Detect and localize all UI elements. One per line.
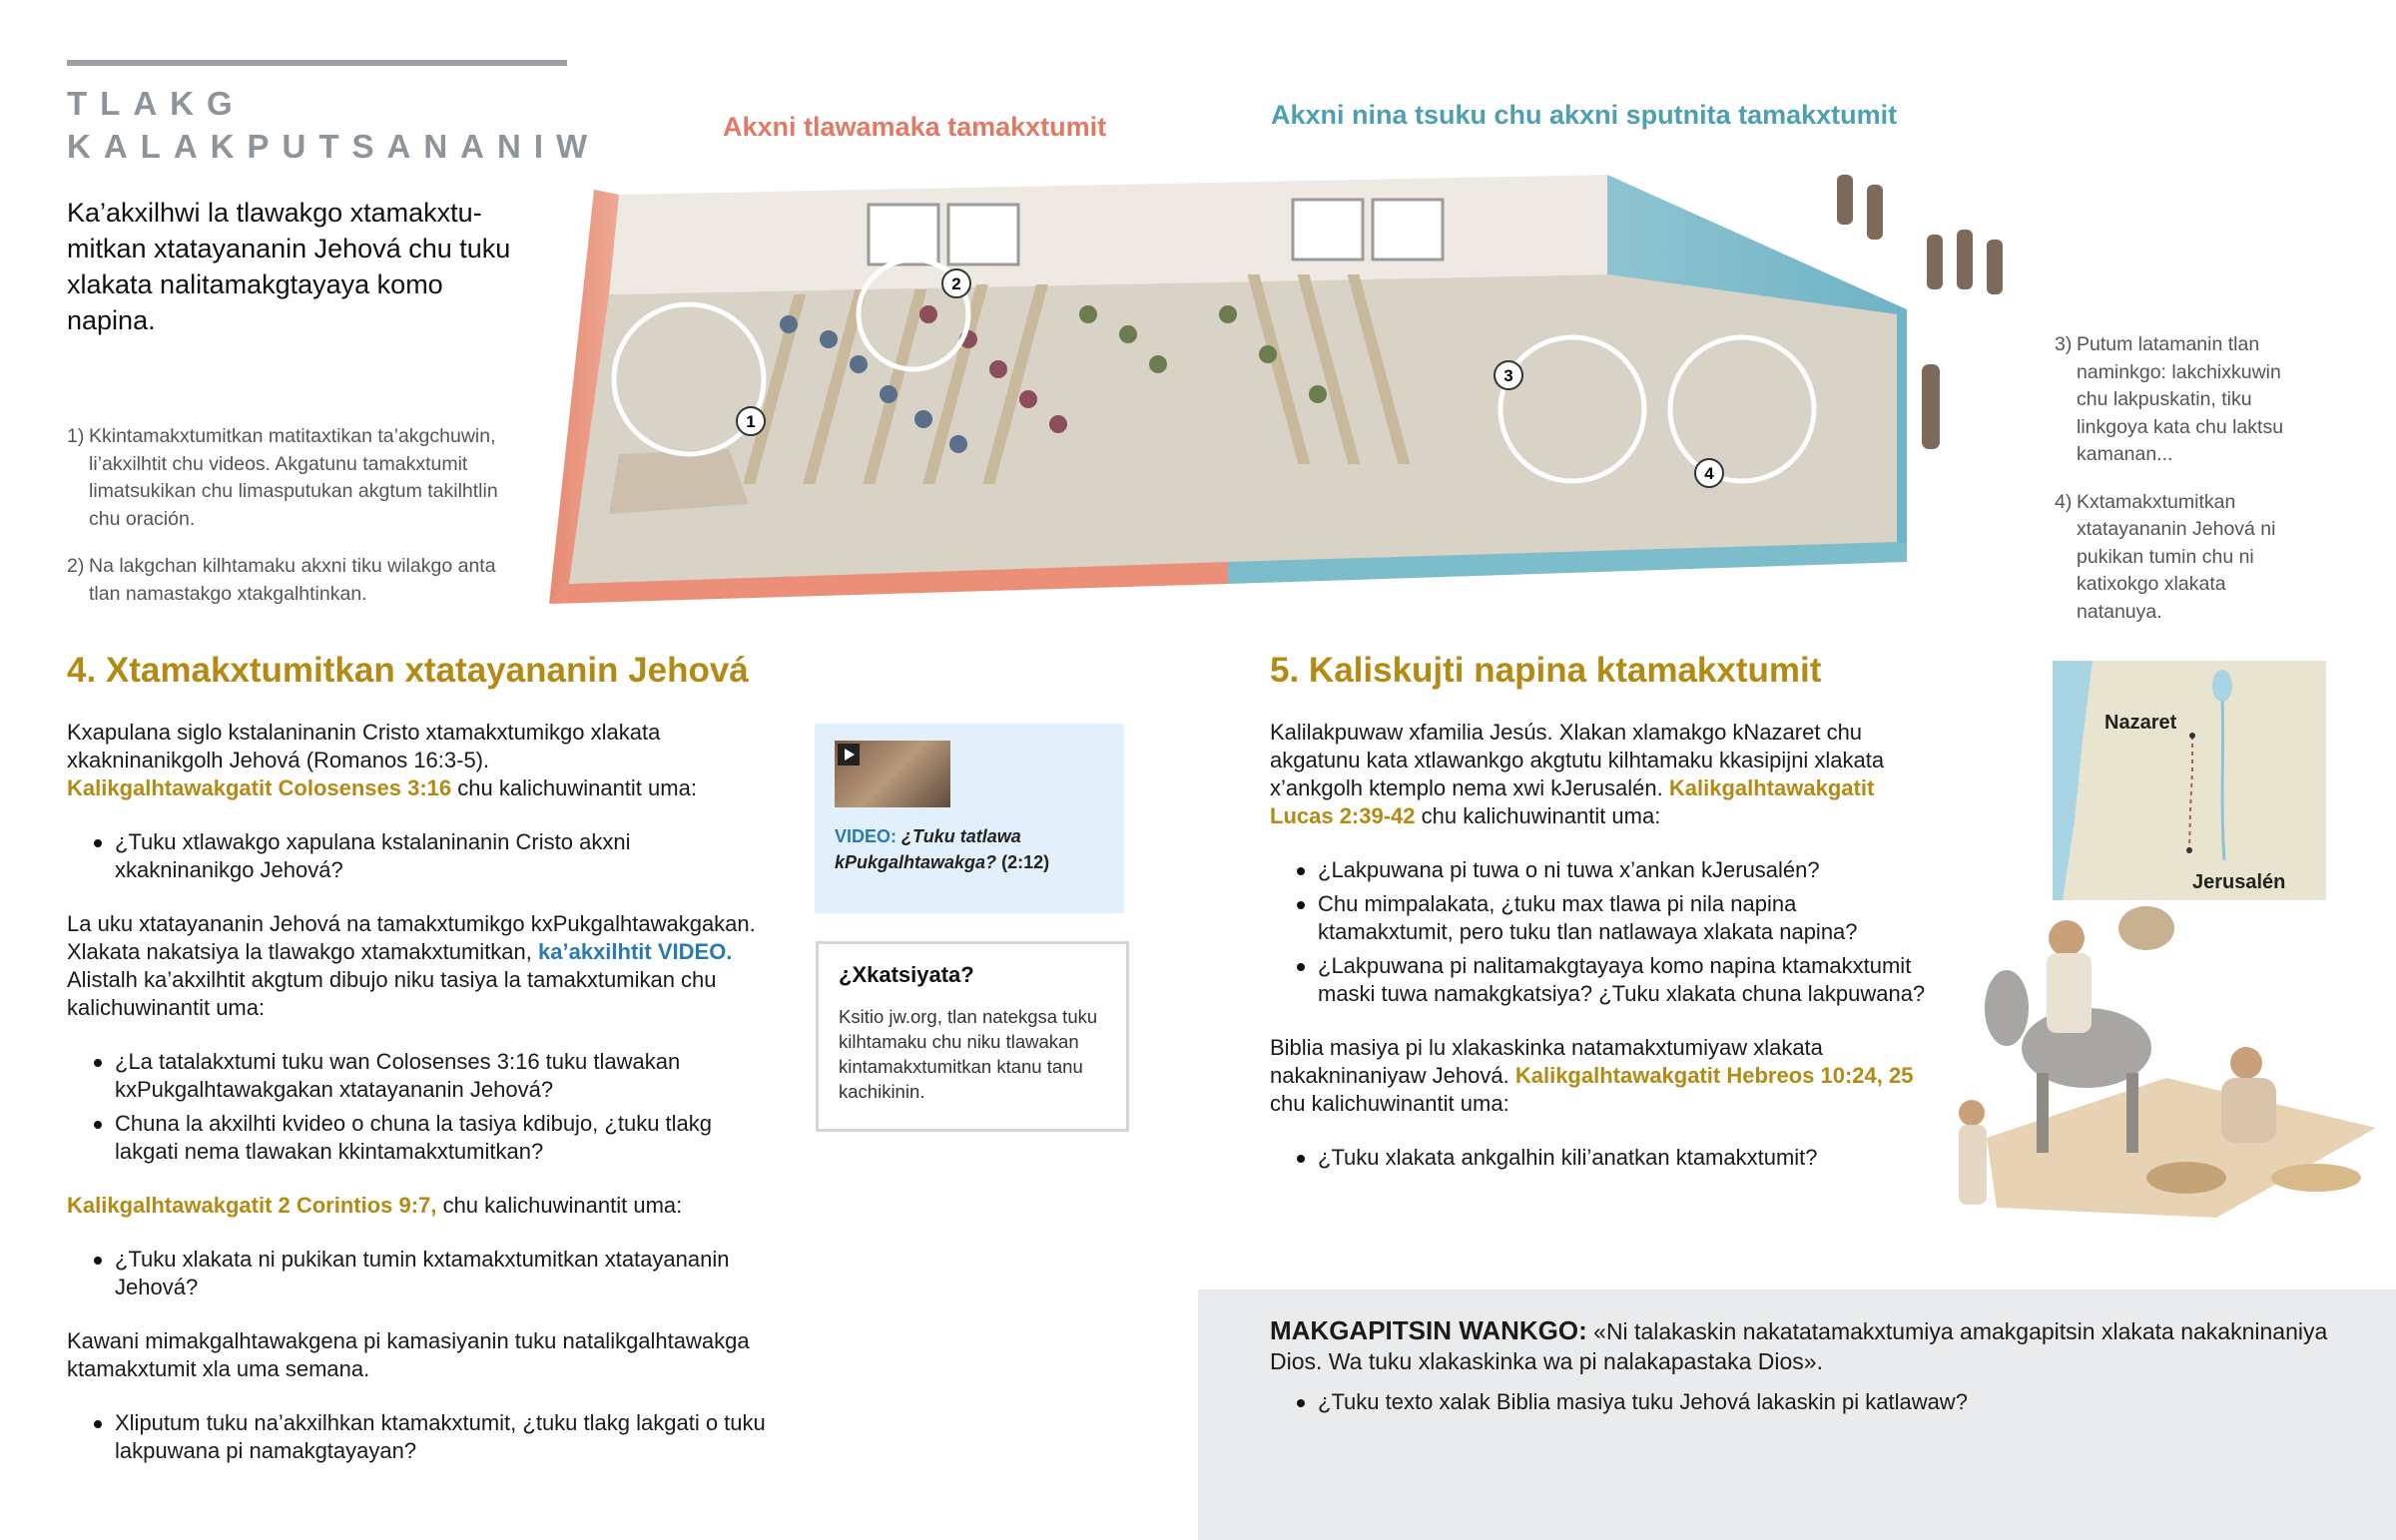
section-5 — [1270, 651, 1929, 1198]
question-list — [1270, 1144, 1929, 1172]
question-text: ¿Lakpuwana pi nalitamakgtayaya komo napina ktamakxtumit maski tuwa namakgkatsiya? ¿Tuku xlakata chuna lakpuwana? — [1318, 953, 1926, 1006]
donkey-leg — [2126, 1073, 2138, 1153]
question-text: ¿Lakpuwana pi tuwa o ni tuwa x’ankan kJerusalén? — [1318, 857, 1820, 882]
note-text: Putum latamanin tlan naminkgo: lakchixkuwin chu lakpuskatin, tiku linkgoya kata chu laktsu kamanan... — [2077, 333, 2284, 465]
did-you-know-box — [816, 941, 1129, 1132]
video-title[interactable]: ¿Tuku tatlawa kPukgalhtawakga? — [835, 826, 1021, 872]
paragraph-text: chu kalichuwinantit uma: — [457, 775, 697, 800]
video-box[interactable] — [815, 724, 1124, 913]
video-caption — [835, 823, 1114, 875]
bullet-icon — [94, 839, 102, 847]
bullet-icon — [1297, 901, 1305, 909]
question-item — [1270, 952, 1929, 1008]
video-duration: (2:12) — [1001, 852, 1050, 872]
note-item — [2055, 489, 2294, 627]
man-head — [2049, 920, 2085, 956]
window — [1293, 200, 1363, 259]
map-label-jerusalen: Jerusalén — [2192, 871, 2286, 893]
marker-1: 1 — [746, 412, 756, 431]
map-river — [2222, 701, 2224, 860]
question-text: ¿Tuku texto xalak Biblia masiya tuku Jehová lakaskin pi katlawaw? — [1318, 1389, 1968, 1414]
man-body — [2047, 953, 2092, 1033]
window — [869, 205, 938, 264]
paragraph-text: Biblia masiya pi lu xlakaskinka natamakxtumiyaw xlakata nakakninaniyaw Jehová. — [1270, 1035, 1823, 1088]
family-travel-illustration — [1917, 878, 2376, 1228]
paragraph-text: chu kalichuwinantit uma: — [442, 1193, 683, 1218]
intro-text: Ka’akxilhwi la tlawakgo xtamakxtumitkan xtatayananin Jehová chu tuku xlakata nalitamakgtayaya komo napina. — [67, 198, 511, 335]
question-text: Xliputum tuku na’akxilhkan ktamakxtumit, ¿tuku tlakg lakgati o tuku lakpuwana pi namakgtayayan? — [115, 1410, 766, 1463]
question-text: Chuna la akxilhti kvideo o chuna la tasiya kdibujo, ¿tuku tlakg lakgati nema tlawakan kkintamakxtumitkan? — [115, 1111, 713, 1164]
marker-3: 3 — [1503, 366, 1513, 385]
footer-quote: «Ni talakaskin nakatatamakxtumiya amakgapitsin xlakata nakakninaniya Dios. Wa tuku xlakaskinka wa pi nalakapastaka Dios». — [1270, 1318, 2328, 1374]
scripture-ref[interactable]: Kalikgalhtawakgatit Lucas 2:39-42 — [1270, 775, 1875, 828]
question-list — [1270, 1388, 2328, 1416]
window — [1373, 200, 1443, 259]
paragraph — [67, 1192, 766, 1220]
illustration-caption-left: Akxni tlawamaka tamakxtumit — [723, 112, 1107, 142]
question-item — [1270, 856, 1929, 884]
map-land — [2053, 661, 2326, 900]
woman-head — [2230, 1047, 2262, 1079]
basket — [2146, 1162, 2226, 1194]
note-number: 4) — [2055, 490, 2073, 513]
header-rule — [67, 60, 567, 66]
question-list — [67, 1246, 766, 1301]
marker-4: 4 — [1704, 464, 1714, 483]
bullet-icon — [1297, 963, 1305, 971]
paragraph — [1270, 719, 1929, 830]
marker-2: 2 — [951, 274, 961, 293]
note-item — [2055, 331, 2294, 469]
paragraph-text: Alistalh ka’akxilhtit akgtum dibujo niku tasiya la tamakxtumikan chu kalichuwinantit uma: — [67, 967, 717, 1020]
scripture-ref[interactable]: Kalikgalhtawakgatit Hebreos 10:24, 25 — [1514, 1063, 1914, 1088]
question-list — [67, 1409, 766, 1465]
window — [948, 205, 1018, 264]
paragraph-text: chu kalichuwinantit uma: — [1421, 803, 1661, 828]
question-text: Chu mimpalakata, ¿tuku max tlawa pi nila napina ktamakxtumit, pero tuku tlan natlawaya xlakata napina? — [1318, 891, 1858, 944]
bedroll — [2271, 1164, 2361, 1192]
footer-content — [1270, 1315, 2328, 1442]
question-item — [67, 1048, 766, 1104]
note-text: Kxtamakxtumitkan xtatayananin Jehová ni pukikan tumin chu ni katixokgo xlakata natanuya. — [2077, 490, 2276, 623]
note-number: 2) — [67, 555, 85, 577]
bullet-icon — [1297, 1399, 1305, 1407]
section-5-heading: 5. Kaliskujti napina ktamakxtumit — [1270, 651, 1822, 690]
bullet-icon — [94, 1059, 102, 1067]
section-5-body — [1270, 719, 1929, 1172]
child-body — [1959, 1125, 1987, 1205]
paragraph — [67, 910, 766, 1022]
donkey-head — [1985, 970, 2029, 1046]
did-you-know-text: Ksitio jw.org, tlan natekgsa tuku kilhtamaku chu niku tlawakan kintamakxtumitkan ktanu tanu kachikinin. — [839, 1006, 1098, 1102]
section-label — [67, 82, 600, 168]
back-wall — [609, 175, 1607, 294]
bullet-icon — [94, 1420, 102, 1428]
section-label-line1: TLAKG — [67, 85, 246, 122]
paragraph-text: Kalilakpuwaw xfamilia Jesús. Xlakan xlamakgo kNazaret chu akgatunu kata xtlawankgo akgtutu kilhtamaku kkasipijni xlakata x’ankgolh ktemplo nema xwi kJerusalén. — [1270, 720, 1885, 800]
sack — [2118, 906, 2174, 950]
question-text: ¿Tuku xlakata ni pukikan tumin kxtamakxtumitkan xtatayananin Jehová? — [115, 1247, 730, 1299]
paragraph-text: chu kalichuwinantit uma: — [1270, 1091, 1509, 1116]
paragraph — [1270, 1034, 1929, 1118]
video-label: VIDEO: — [835, 826, 898, 846]
section-4-body — [67, 719, 766, 1465]
scripture-ref[interactable]: Kalikgalhtawakgatit 2 Corintios 9:7, — [67, 1193, 437, 1218]
illustration-caption-right: Akxni nina tsuku chu akxni sputnita tamakxtumit — [1271, 100, 1898, 130]
bullet-icon — [94, 1121, 102, 1129]
map-lake — [2212, 670, 2232, 702]
footer-label: MAKGAPITSIN WANKGO: — [1270, 1315, 1587, 1345]
woman-body — [2221, 1078, 2276, 1143]
donkey-leg — [2037, 1073, 2049, 1153]
notes-left — [67, 423, 506, 628]
section-4-heading: 4. Xtamakxtumitkan xtatayananin Jehová — [67, 651, 749, 690]
child-head — [1959, 1100, 1985, 1126]
question-text: ¿Tuku xlakata ankgalhin kili’anatkan ktamakxtumit? — [1318, 1145, 1818, 1170]
question-item — [1270, 890, 1929, 946]
paragraph — [67, 719, 766, 802]
stage — [609, 449, 749, 514]
note-number: 3) — [2055, 333, 2073, 355]
section-4 — [67, 651, 766, 1491]
israel-map — [2053, 661, 2326, 900]
paragraph: Kawani mimakgalhtawakgena pi kamasiyanin tuku natalikgalhtawakga ktamakxtumit xla uma semana. — [67, 1328, 750, 1381]
bullet-icon — [94, 1257, 102, 1265]
question-item — [1270, 1144, 1929, 1172]
note-item — [67, 423, 506, 533]
map-point-nazaret — [2189, 733, 2195, 739]
bullet-icon — [1297, 1155, 1305, 1163]
scripture-ref[interactable]: Kalikgalhtawakgatit Colosenses 3:16 — [67, 775, 452, 800]
notes-right — [2055, 331, 2294, 646]
bullet-icon — [1297, 867, 1305, 875]
question-list — [1270, 856, 1929, 1008]
note-text: Kkintamakxtumitkan matitaxtikan ta’akgchuwin, li’akxilhtit chu videos. Akgatunu tamakxtumit limatsukikan chu limasputukan akgtum takilhtlin chu oración. — [89, 425, 498, 530]
note-number: 1) — [67, 425, 85, 447]
question-text: ¿La tatalakxtumi tuku wan Colosenses 3:16 tuku tlawakan kxPukgalhtawakgakan xtatayananin Jehová? — [115, 1049, 681, 1102]
question-item — [67, 1246, 766, 1301]
question-item — [67, 828, 766, 884]
did-you-know-title: ¿Xkatsiyata? — [839, 962, 974, 987]
video-thumbnail[interactable] — [835, 741, 950, 807]
paragraph-text: Kxapulana siglo kstalaninanin Cristo xtamakxtumikgo xlakata xkakninanikgolh Jehová (Romanos 16:3-5). — [67, 720, 661, 772]
play-icon[interactable] — [838, 744, 860, 766]
video-link[interactable]: ka’akxilhtit VIDEO. — [538, 939, 733, 964]
map-label-nazaret: Nazaret — [2104, 712, 2177, 734]
paragraph-text: La uku xtatayananin Jehová na tamakxtumikgo kxPukgalhtawakgakan. Xlakata nakatsiya la tlawakgo xtamakxtumitkan, — [67, 911, 756, 964]
note-text: Na lakgchan kilhtamaku akxni tiku wilakgo anta tlan namastakgo xtakgalhtinkan. — [89, 555, 496, 605]
question-item — [67, 1409, 766, 1465]
section-label-line2: KALAKPUTSANANIW — [67, 128, 601, 165]
meeting-hall-illustration — [529, 165, 2027, 614]
question-text: ¿Tuku xtlawakgo xapulana kstalaninanin Cristo akxni xkakninanikgo Jehová? — [115, 829, 631, 882]
note-item — [67, 553, 506, 608]
footer-paragraph — [1270, 1315, 2328, 1376]
question-list — [67, 828, 766, 884]
question-list — [67, 1048, 766, 1166]
question-item — [67, 1110, 766, 1166]
question-item — [1270, 1388, 2328, 1416]
map-point-jerusalen — [2186, 847, 2192, 853]
